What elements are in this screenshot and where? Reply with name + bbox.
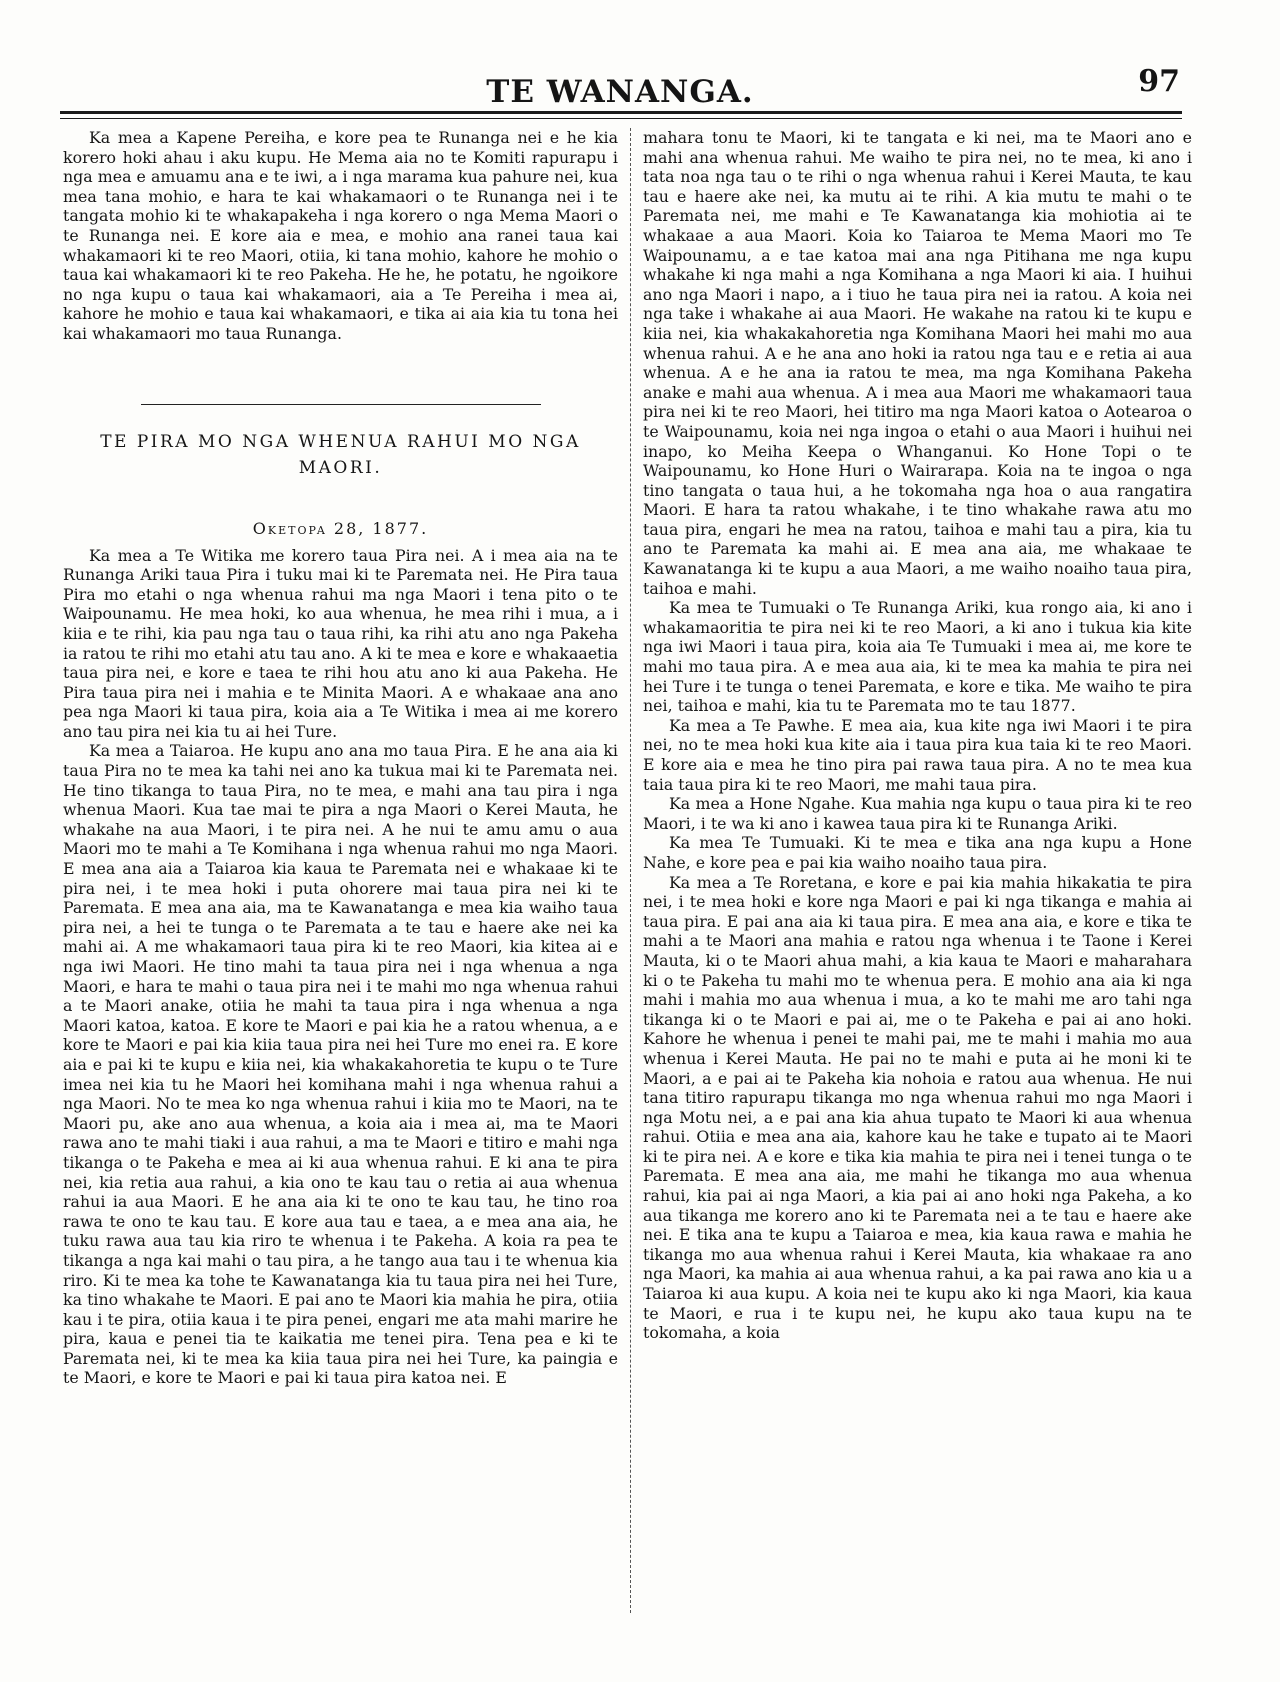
right-column <box>643 128 1192 1343</box>
masthead-rule-thin <box>60 118 1182 119</box>
left-paragraph-2: Ka mea a Te Witika me korero taua Pira nei. A i mea aia na te Runanga Ariki taua Pira i tuku mai ki te Paremata nei. He Pira taua Pira mo etahi o nga whenua rahui ma nga Maori i tena pito o te Waipounamu. He mea hoki, ko aua whenua, he mea rihi i mua, a i kiia e te rihi, kia pau nga tau o taua rihi, ka rihi atu ano nga Pakeha ia ratou te rihi mo etahi atu tau ano. A ki te mea e kore e whakaaetia taua pira nei, e kore e taea te rihi hou atu ano ki aua Pakeha. He Pira taua pira nei i mahia e te Minita Maori. A e whakaae ana ano pea nga Maori ki taua pira, koia aia a Te Witika i mea ai me korero ano tau pira nei kia tu ai hei Ture. <box>63 545 618 741</box>
left-column <box>63 128 618 1388</box>
right-paragraph-4: Ka mea a Hone Ngahe. Kua mahia nga kupu o taua pira ki te reo Maori, i te wa ki ano i kawea taua pira ki te Runanga Ariki. <box>643 794 1192 833</box>
column-divider <box>630 128 631 1613</box>
right-paragraph-2: Ka mea te Tumuaki o Te Runanga Ariki, kua rongo aia, ki ano i whakamaoritia te pira nei ki te reo Maori, a ki ano i tukua kia kite nga iwi Maori i taua pira, koia aia Te Tumuaki i mea ai, me kore te mahi mo taua pira. A e mea aua aia, ki te mea ka mahia te pira nei hei Ture i te tunga o tenei Paremata, e kore e tika. Me waiho te pira nei, taihoa e mahi, kia tu te Paremata mo te tau 1877. <box>643 598 1192 716</box>
right-paragraph-1: mahara tonu te Maori, ki te tangata e ki nei, ma te Maori ano e mahi ana whenua rahui. Me waiho te pira nei, no te mea, ki ano i tata noa nga tau o te rihi o nga whenua rahui i Kerei Mauta, te kau tau e haere ake nei, ka mutu ai te rihi. A kia mutu te mahi o te Paremata nei, me mahi e Te Kawanatanga kia mohiotia ai te whakaae a aua Maori. Koia ko Taiaroa te Mema Maori mo Te Waipounamu, a e tae katoa mai ana nga Pitihana me nga kupu whakahe ki nga mahi a nga Komihana a nga Maori ki aia. I huihui ano nga Maori i napo, a i tiuo he taua pira nei ia ratou. A koia nei nga take i whakahe ai aua Maori. He wakahe na ratou ki te kupu e kiia nei, kia whakakahoretia nga Komihana Maori hei mahi mo aua whenua rahui. A e he ana ano hoki ia ratou nga tau e e retia ai aua whenua. A e he ana ia ratou te mea, ma nga Komihana Pakeha anake e mahi aua whenua. A i mea aua Maori me whakamaori taua pira nei ki te reo Maori, hei titiro ma nga Maori katoa o Aotearoa o te Waipounamu, koia nei nga ingoa o etahi o aua Maori i huihui nei inapo, ko Meiha Keepa o Whanganui. Ko Hone Topi o te Waipounamu, ko Hone Huri o Wairarapa. Koia na te ingoa o nga tino tangata o taua hui, a he tokomaha nga hoa o aua rangatira Maori. E hara ta ratou whakahe, i te tino whakahe rawa atu mo taua pira, engari he mea na ratou, taihoa e mahi tau a pira, kia tu ano te Paremata ka mahi ai. E mea ana aia, me whakaae te Kawanatanga ki te kupu a aua Maori, a me waiho noaiho taua pira, taihoa e mahi. <box>643 128 1192 598</box>
left-paragraph-3: Ka mea a Taiaroa. He kupu ano ana mo taua Pira. E he ana aia ki taua Pira no te mea ka tahi nei ano ka tukua mai ki te Paremata nei. He tino tikanga to taua Pira, no te mea, e mahi ana tau pira i nga whenua Maori. Kua tae mai te pira a nga Maori o Kerei Mauta, he whakahe na aua Maori, i te pira nei. A he nui te amu amu o aua Maori mo te mahi a Te Komihana i nga whenua rahui mo nga Maori. E mea ana aia a Taiaroa kia kaua te Paremata nei e whakaae ki te pira nei, i te mea hoki i puta ohorere mai taua pira nei ki te Paremata. E mea ana aia, ma te Kawanatanga e mea kia waiho taua pira nei, a hei te tunga o te Paremata a te tau e haere ake nei ka mahi ai. A me whakamaori taua pira ki te reo Maori, kia kitea ai e nga iwi Maori. He tino mahi ta taua pira nei i nga whenua a nga Maori, e hara te mahi o taua pira nei i te mahi mo nga whenua rahui a te Maori anake, otiia he mahi ta taua pira i nga whenua a nga Maori katoa, katoa. E kore te Maori e pai kia he a ratou whenua, a e kore te Maori e pai kia kiia taua pira nei hei Ture mo enei ra. E kore aia e pai ki te kupu e kiia nei, kia whakakahoretia te kupu o te Ture imea nei kia tu he Maori hei komihana mahi i nga whenua rahui a nga Maori. No te mea ko nga whenua rahui i kiia mo te Maori, na te Maori pu, ake ano aua whenua, a koia aia i mea ai, ma te Maori rawa ano te mahi tiaki i aua rahui, a ma te Maori e titiro e mahi nga tikanga o te Pakeha e mea ai ki aua whenua rahui. E ki ana te pira nei, kia retia aua rahui, a kia ono te kau tau o retia ai aua whenua rahui ia aua Maori. E he ana aia ki te ono te kau tau, he tino roa rawa te ono te kau tau. E kore aua tau e taea, a e mea ana aia, he tuku rawa aua tau kia riro te whenua i te Pakeha. A koia ra pea te tikanga a nga kai mahi o tau pira, a he tango aua tau i te whenua kia riro. Ki te mea ka tohe te Kawanatanga kia tu taua pira nei hei Ture, ka tino whakahe te Maori. E pai ano te Maori kia mahia he pira, otiia kau i te pira, otiia kaua i te pira penei, engari me ata mahi marire he pira, kaua e penei tia te kaikatia me tenei pira. Tena pea e ki te Paremata nei, ki te mea ka kiia taua pira nei hei Ture, ka paingia e te Maori, e kore te Maori e pai ki taua pira katoa nei. E <box>63 741 618 1388</box>
newspaper-title: TE WANANGA. <box>486 74 754 110</box>
section-divider <box>141 404 541 405</box>
right-paragraph-3: Ka mea a Te Pawhe. E mea aia, kua kite nga iwi Maori i te pira nei, no te mea hoki kua kite aia i taua pira kua taia ki te reo Maori. E kore aia e mea he tino pira pai rawa taua pira. A no te mea kua taia taua pira ki te reo Maori, me mahi taua pira. <box>643 715 1192 794</box>
dateline: Oketopa 28, 1877. <box>252 518 429 538</box>
left-paragraph-1: Ka mea a Kapene Pereiha, e kore pea te Runanga nei e he kia korero hoki ahau i aku kupu. He Mema aia no te Komiti rapurapu i nga mea e amuamu ana e te iwi, a i nga marama kua pahure nei, kua mea tana mohio, e hara te kai whakamaori o te Runanga nei i te tangata mohio ki te whakapakeha i nga korero o nga Mema Maori o te Runanga nei. E kore aia e mea, e mohio ana ranei taua kai whakamaori ki te reo Maori, otiia, ki tana mohio, kahore he mohio o taua kai whakamaori ki te reo Pakeha. He he, he potatu, he ngoikore no nga kupu o taua kai whakamaori, aia a Te Pereiha i mea ai, kahore he mohio e taua kai whakamaori, e tika ai aia kia tu tona hei kai whakamaori mo taua Runanga. <box>63 128 618 343</box>
right-paragraph-5: Ka mea Te Tumuaki. Ki te mea e tika ana nga kupu a Hone Nahe, e kore pea e pai kia waiho noaiho taua pira. <box>643 833 1192 872</box>
page-number: 97 <box>1138 64 1180 99</box>
masthead-rule-thick <box>60 111 1182 114</box>
right-paragraph-6: Ka mea a Te Roretana, e kore e pai kia mahia hikakatia te pira nei, i te mea hoki e kore nga Maori e pai ki nga tikanga e mahia ai taua pira. E pai ana aia ki taua pira. E mea ana aia, e kore e tika te mahi a te Maori ana mahia e ratou nga whenua i te Taone i Kerei Mauta, ki o te Maori ahua mahi, a kia kaua te Maori e maharahara ki o te Pakeha tu mahi mo te whenua pera. E mohio ana aia ki nga mahi i mahia mo aua whenua i mua, a ko te mahi me aro tahi nga tikanga ki o te Maori e pai ai, me o te Pakeha e pai ai ano hoki. Kahore he whenua i penei te mahi pai, me te mahi i mahia mo aua whenua i Kerei Mauta. He pai no te mahi e puta ai he moni ki te Maori, a e pai ai te Pakeha kia nohoia e ratou aua whenua. He nui tana titiro rapurapu tikanga mo nga whenua rahui mo nga Maori i nga Motu nei, a e pai ana kia ahua tupato te Maori ki aua whenua rahui. Otiia e mea ana aia, kahore kau he take e tupato ai te Maori ki te pira nei. A e kore e tika kia mahia te pira nei i tenei tunga o te Paremata. E mea ana aia, me mahi he tikanga mo aua whenua rahui, kia pai ai nga Maori, a kia pai ai ano hoki nga Pakeha, a ko aua tikanga me korero ano ki te Paremata nei a te tau e haere ake nei. E tika ana te kupu a Taiaroa e mea, kia kaua rawa e mahia he tikanga mo aua whenua rahui i Kerei Mauta, kia whakaae ra ano nga Maori, ka mahia ai aua whenua rahui, a ka pai rawa ano kia u a Taiaroa ki aua kupu. A koia nei te kupu ako ki nga Maori, kia kaua te Maori, e rua i te kupu nei, he kupu ako taua kupu na te tokomaha, a koia <box>643 872 1192 1343</box>
masthead <box>60 64 1180 108</box>
section-heading: TE PIRA MO NGA WHENUA RAHUI MO NGA MAORI. <box>100 431 581 478</box>
